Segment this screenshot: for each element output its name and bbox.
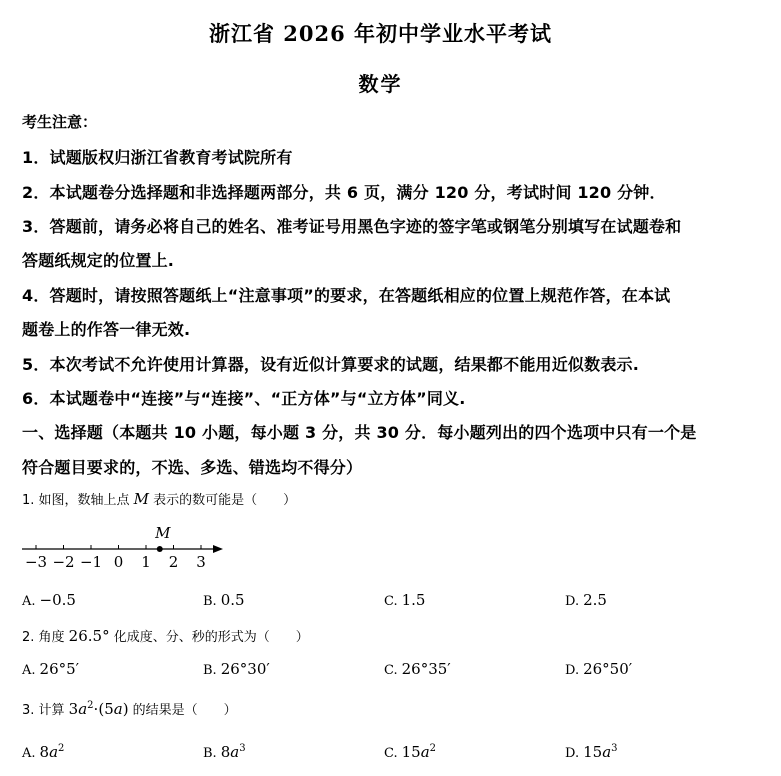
option-variable: a <box>49 743 59 761</box>
stem-angle: 26.5° <box>68 627 110 645</box>
option-value: −0.5 <box>39 591 76 609</box>
notice-line: 6．本试题卷中“连接”与“连接”、“正方体”与“立方体”同义. <box>22 389 466 408</box>
option-d[interactable] <box>565 743 618 761</box>
option-c[interactable] <box>384 660 451 678</box>
option-value: 1.5 <box>401 591 426 609</box>
option-label: B. <box>203 746 217 761</box>
variable: a <box>113 700 123 718</box>
notice-line: 题卷上的作答一律无效. <box>22 320 191 339</box>
section-heading: 一、选择题（本题共 10 小题，每小题 3 分，共 30 分．每小题列出的四个选项中只有一个是 <box>22 423 697 442</box>
option-label: C. <box>384 594 398 609</box>
question-3-stem <box>22 699 237 718</box>
number-line-tick-label: −2 <box>52 553 75 571</box>
option-value: 26°5′ <box>39 660 80 678</box>
option-b[interactable] <box>203 591 245 609</box>
paren: ( <box>98 700 105 718</box>
stem-text: 2. 角度 <box>22 630 69 645</box>
option-d[interactable] <box>565 660 632 678</box>
number-line-tick-label: −1 <box>79 553 103 571</box>
exam-subject: 数学 <box>358 72 403 96</box>
option-a[interactable] <box>22 660 79 678</box>
notice-heading: 考生注意： <box>22 113 98 131</box>
option-exponent: 3 <box>611 743 618 754</box>
option-label: D. <box>565 663 580 678</box>
option-coefficient: 8 <box>39 743 50 761</box>
stem-text: 化成度、分、秒的形式为（ ） <box>109 630 309 645</box>
option-exponent: 2 <box>429 743 437 754</box>
notice-line: 5．本次考试不允许使用计算器，设有近似计算要求的试题，结果都不能用近似数表示. <box>22 355 640 374</box>
notice-line: 4．答题时，请按照答题纸上“注意事项”的要求，在答题纸相应的位置上规范作答，在本试 <box>22 286 671 305</box>
option-variable: a <box>230 743 240 761</box>
exam-title: 浙江省 2026 年初中学业水平考试 <box>208 21 553 46</box>
question-1-stem <box>22 489 296 508</box>
option-label: A. <box>22 594 36 609</box>
option-label: A. <box>22 663 36 678</box>
exponent: 2 <box>87 700 94 711</box>
option-label: B. <box>203 663 217 678</box>
option-label: D. <box>565 746 580 761</box>
option-b[interactable] <box>203 660 270 678</box>
option-d[interactable] <box>565 591 607 609</box>
axis-arrow <box>213 545 223 553</box>
number-line-tick-label: 2 <box>168 553 179 571</box>
option-b[interactable] <box>203 743 246 761</box>
number-line-tick-label: 3 <box>196 553 206 571</box>
number-line-tick-label: 0 <box>113 553 124 571</box>
point-m-marker <box>157 546 163 552</box>
stem-text: 表示的数可能是（ ） <box>149 493 297 508</box>
option-value: 26°35′ <box>401 660 451 678</box>
option-value: 26°30′ <box>220 660 270 678</box>
notice-line: 2．本试题卷分选择题和非选择题两部分，共 6 页，满分 120 分，考试时间 120 分钟． <box>22 183 666 202</box>
multiply-dot: · <box>93 700 99 718</box>
paren: ) <box>122 700 129 718</box>
stem-text: 3. 计算 <box>22 703 69 718</box>
option-coefficient: 8 <box>220 743 231 761</box>
option-coefficient: 15 <box>583 743 603 761</box>
option-c[interactable] <box>384 591 425 609</box>
option-coefficient: 15 <box>401 743 421 761</box>
option-value: 0.5 <box>220 591 245 609</box>
stem-text: 1. 如图，数轴上点 <box>22 493 134 508</box>
section-heading-cont: 符合题目要求的，不选、多选、错选均不得分） <box>22 458 363 477</box>
notice-line: 1．试题版权归浙江省教育考试院所有 <box>22 148 293 167</box>
option-variable: a <box>420 743 430 761</box>
notice-line: 答题纸规定的位置上. <box>22 251 175 270</box>
option-exponent: 2 <box>58 743 65 754</box>
option-label: A. <box>22 746 36 761</box>
option-value: 26°50′ <box>583 660 633 678</box>
option-a[interactable] <box>22 743 64 761</box>
option-c[interactable] <box>384 743 436 761</box>
point-m-label: M <box>155 524 171 542</box>
notice-line: 3．答题前，请务必将自己的姓名、准考证号用黑色字迹的签字笔或钢笔分别填写在试题卷和 <box>22 217 682 236</box>
option-value: 2.5 <box>583 591 607 609</box>
coefficient: 3 <box>68 700 79 718</box>
question-2-stem <box>22 626 309 645</box>
stem-variable: M <box>133 490 150 508</box>
number-line-tick-label: 1 <box>141 553 151 571</box>
option-a[interactable] <box>22 591 76 609</box>
number-line-figure <box>20 521 235 577</box>
option-label: D. <box>565 594 580 609</box>
number-line-tick-label: −3 <box>24 553 48 571</box>
stem-expression <box>69 700 129 718</box>
option-label: B. <box>203 594 217 609</box>
coefficient: 5 <box>104 700 114 718</box>
stem-text: 的结果是（ ） <box>128 703 237 718</box>
variable: a <box>78 700 88 718</box>
option-variable: a <box>602 743 612 761</box>
option-label: C. <box>384 746 398 761</box>
option-exponent: 3 <box>239 743 246 754</box>
option-label: C. <box>384 663 398 678</box>
